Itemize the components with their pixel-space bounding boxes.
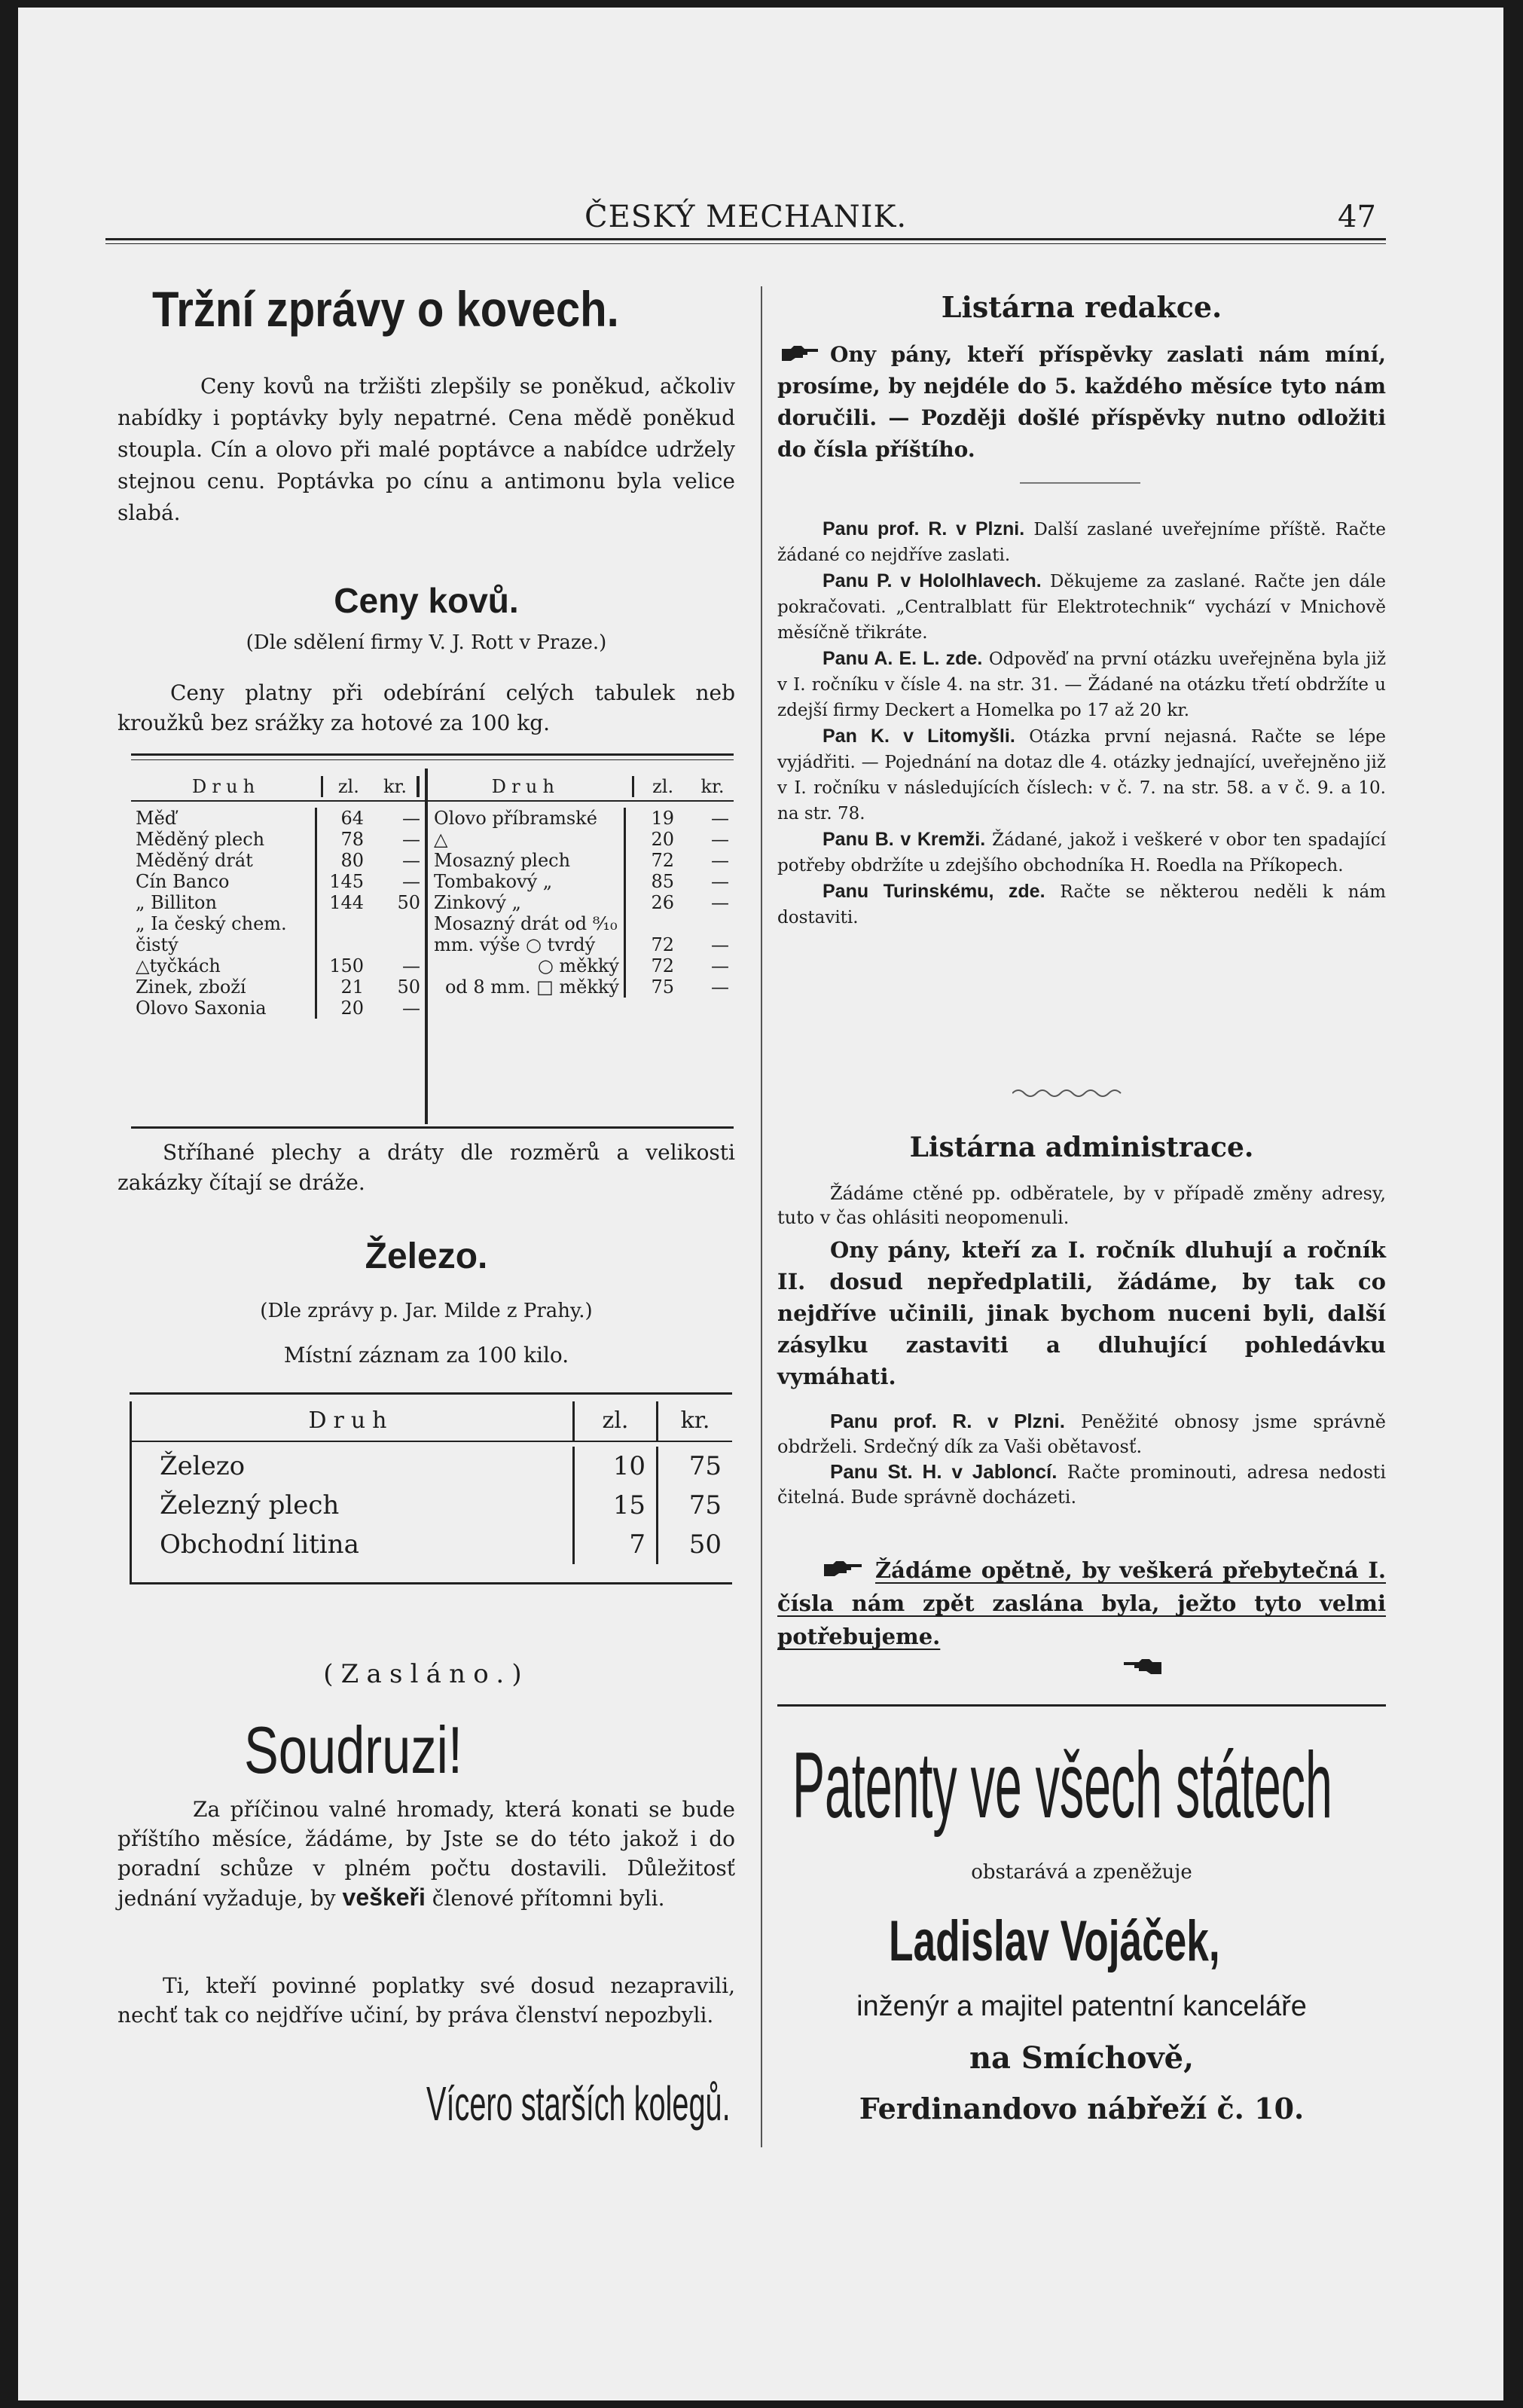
iron-col-druh: Druh <box>308 1407 394 1434</box>
ad-name: Ladislav Vojáček, <box>889 1909 1220 1973</box>
market-title: Tržní zprávy o kovech. <box>152 281 619 337</box>
ad-name-box <box>777 1908 1386 1976</box>
table-row: Olovo příbramské 19 — <box>434 808 729 829</box>
metal-table-right <box>429 808 734 998</box>
list-item: Panu St. H. v Jabloncí. Račte prominouti, adresa nedosti čitelná. Bude správně docházeti. <box>777 1460 1387 1508</box>
ad-place: na Smíchově, <box>969 2040 1195 2076</box>
comrades-signature: Vícero starších kolegů. <box>426 2076 731 2131</box>
iron-table-bottom-rule <box>130 1582 732 1584</box>
advertisement-rule <box>777 1704 1386 1707</box>
editorial-letters <box>777 516 1386 931</box>
admin-text: Žádáme ctěné pp. odběratele, by v případě změny adresy, tuto v čas ohlásiti neopomenuli. <box>777 1183 1386 1228</box>
metal-table-bottom-rule <box>131 1126 734 1129</box>
metal-col-druh-b: Druh <box>418 776 633 797</box>
table-row: Měď 64 — <box>136 808 420 829</box>
table-row: Železo 10 75 <box>130 1447 732 1486</box>
editorial-title: Listárna redakce. <box>941 290 1222 324</box>
admin-title: Listárna administrace. <box>909 1132 1254 1163</box>
table-row: △tyčkách 150 — <box>136 955 420 976</box>
ad-headline-box <box>777 1733 1386 1838</box>
metal-prices-source: (Dle sdělení firmy V. J. Rott v Praze.) <box>246 631 607 654</box>
admin-letters <box>777 1409 1386 1510</box>
metal-table-note: Stříhané plechy a dráty dle rozměrů a velikosti zakázky čítají se dráže. <box>118 1140 735 1195</box>
table-row: Měděný drát 80 — <box>136 850 420 871</box>
ad-address: Ferdinandovo nábřeží č. 10. <box>859 2092 1305 2125</box>
table-row: △ 20 — <box>434 829 729 850</box>
list-item: Panu prof. R. v Plzni. Další zaslané uveřejníme příště. Račte žádané co nejdříve zaslati. <box>777 518 1386 565</box>
iron-note: Místní záznam za 100 kilo. <box>283 1343 569 1367</box>
ad-subline: obstarává a zpeněžuje <box>971 1861 1192 1884</box>
table-row: Obchodní litina 7 50 <box>130 1525 732 1564</box>
comrades-paragraph-1: Za příčinou valné hromady, která konati se bude příštího měsíce, žádáme, by Jste se do této jakož i do poradní schůze v plném počtu dostavili. Důležitosť jednání vyžaduje, by veškeři členové přítomni byli. <box>118 1797 735 1911</box>
list-item: Pan K. v Litomyšli. Otázka první nejasná. Račte se lépe vyjádřiti. — Pojednání na dotaz dle 4. otázky jednající, uveřejněno již v I. ročníku v následujících číslech: v č. 7. na str. 58. a v č. 9. a 10. na str. 78. <box>777 726 1387 824</box>
sent-label: (Zasláno.) <box>323 1659 530 1689</box>
list-item: Panu Turinskému, zde. Račte se některou neděli k nám dostaviti. <box>777 881 1386 927</box>
iron-source: (Dle zprávy p. Jar. Milde z Prahy.) <box>260 1300 593 1322</box>
table-row: Tombakový „ 85 — <box>434 871 729 892</box>
table-row: Měděný plech 78 — <box>136 829 420 850</box>
iron-table <box>130 1401 732 1564</box>
editorial-notice: Ony pány, kteří příspěvky zaslati nám míní, prosíme, by nejdéle do 5. každého měsíce tyto nám doručili. — Později došlé příspěvky nutno odložiti do čísla příštího. <box>777 342 1386 462</box>
table-row: od 8 mm. □ měkký 75 — <box>444 976 729 998</box>
ad-headline: Patenty ve všech státech <box>792 1734 1332 1838</box>
list-item: Panu prof. R. v Plzni. Peněžité obnosy jsme správně obdrželi. Srdečný dík za Vaši obětavosť. <box>777 1410 1386 1457</box>
metal-col-druh-a: Druh <box>191 776 261 797</box>
pointing-hand-left-icon <box>1119 1656 1163 1676</box>
metal-col-zl-a: zl. <box>322 776 374 797</box>
iron-table-left-border <box>130 1401 132 1582</box>
header-rule-thin <box>105 243 1386 244</box>
iron-col-zl: zl. <box>574 1401 658 1441</box>
ad-title: inženýr a majitel patentní kanceláře <box>856 1991 1307 2022</box>
metal-table-top-rule-thin <box>131 759 734 760</box>
metal-table-center-rule <box>425 769 428 1124</box>
iron-table-top-rule <box>130 1392 732 1395</box>
table-row: Olovo Saxonia 20 — <box>136 998 420 1019</box>
running-title: ČESKÝ MECHANIK. <box>584 200 908 234</box>
newspaper-page <box>18 8 1503 2400</box>
return-request: Žádáme opětně, by veškerá přebytečná I. čísla nám zpět zaslána byla, ježto tyto velmi potřebujeme. <box>777 1557 1386 1649</box>
iron-col-kr: kr. <box>658 1401 733 1441</box>
wavy-divider <box>1012 1086 1125 1097</box>
table-row: ○ měkký 72 — <box>537 955 729 976</box>
comrades-paragraph-2: Ti, kteří povinné poplatky své dosud nezapravili, nechť tak co nejdříve učiní, by práva členství nepozbyli. <box>118 1973 735 2028</box>
table-row: Mosazný plech 72 — <box>434 850 729 871</box>
table-row: „ Ia český chem. čistý <box>131 913 425 955</box>
market-text: Ceny kovů na tržišti zlepšily se poněkud, ačkoliv nabídky i poptávky byly nepatrné. Cena mědě poněkud stoupla. Cín a olovo při malé poptávce a nabídce udržely stejnou cenu. Poptávka po cínu a antimonu byla velice slabá. <box>118 374 735 525</box>
metal-table <box>131 776 734 797</box>
metal-prices-title: Ceny kovů. <box>334 581 519 620</box>
column-divider <box>761 286 762 2147</box>
page-number: 47 <box>1338 200 1376 234</box>
iron-title: Železo. <box>365 1236 488 1276</box>
metal-table-left <box>131 808 425 1019</box>
metal-col-zl-b: zl. <box>633 776 691 797</box>
iron-table-header <box>130 1401 732 1441</box>
list-item: Panu B. v Kremži. Žádané, jakož i veškeré v obor ten spadající potřeby obdržíte u zdejšího obchodníka H. Roedla na Příkopech. <box>777 829 1386 875</box>
table-row: Zinkový „ 26 — <box>434 892 729 913</box>
metal-table-top-rule <box>131 753 734 756</box>
metal-col-kr-b: kr. <box>700 776 725 797</box>
table-row: Cín Banco 145 — <box>136 871 420 892</box>
metal-table-header-rule <box>131 800 734 802</box>
header-rule <box>105 238 1386 240</box>
table-row: „ Billiton 144 50 <box>136 892 420 913</box>
metal-col-kr-a: kr. <box>383 776 407 797</box>
editorial-divider <box>1020 482 1140 484</box>
list-item: Panu A. E. L. zde. Odpověď na první otázku uveřejněna byla již v I. ročníku v čísle 4. na str. 31. — Žádané na otázku třetí obdržíte u zdejší firmy Deckert a Homelka po 17 až 20 kr. <box>777 648 1386 720</box>
table-row: Zinek, zboží 21 50 <box>136 976 420 998</box>
table-row: Železný plech 15 75 <box>130 1486 732 1525</box>
comrades-title: Soudruzi! <box>244 1713 462 1787</box>
table-row: Mosazný drát od ⁸⁄₁₀ mm. výše ○ tvrdý 72 — <box>434 913 729 955</box>
metal-prices-note: Ceny platny při odebírání celých tabulek neb kroužků bez srážky za hotové za 100 kg. <box>118 680 735 735</box>
admin-bold-notice: Ony pány, kteří za I. ročník dluhují a ročník II. dosud nepředplatili, žádáme, by tak co nejdříve učinili, jinak bychom nuceni byli, další zásylku zastaviti a dluhující pohledávku vymáhati. <box>777 1237 1386 1389</box>
list-item: Panu P. v Hololhlavech. Děkujeme za zaslané. Račte jen dále pokračovati. „Centralblatt für Elektrotechnik“ vychází v Mnichově měsíčně třikráte. <box>777 570 1386 643</box>
